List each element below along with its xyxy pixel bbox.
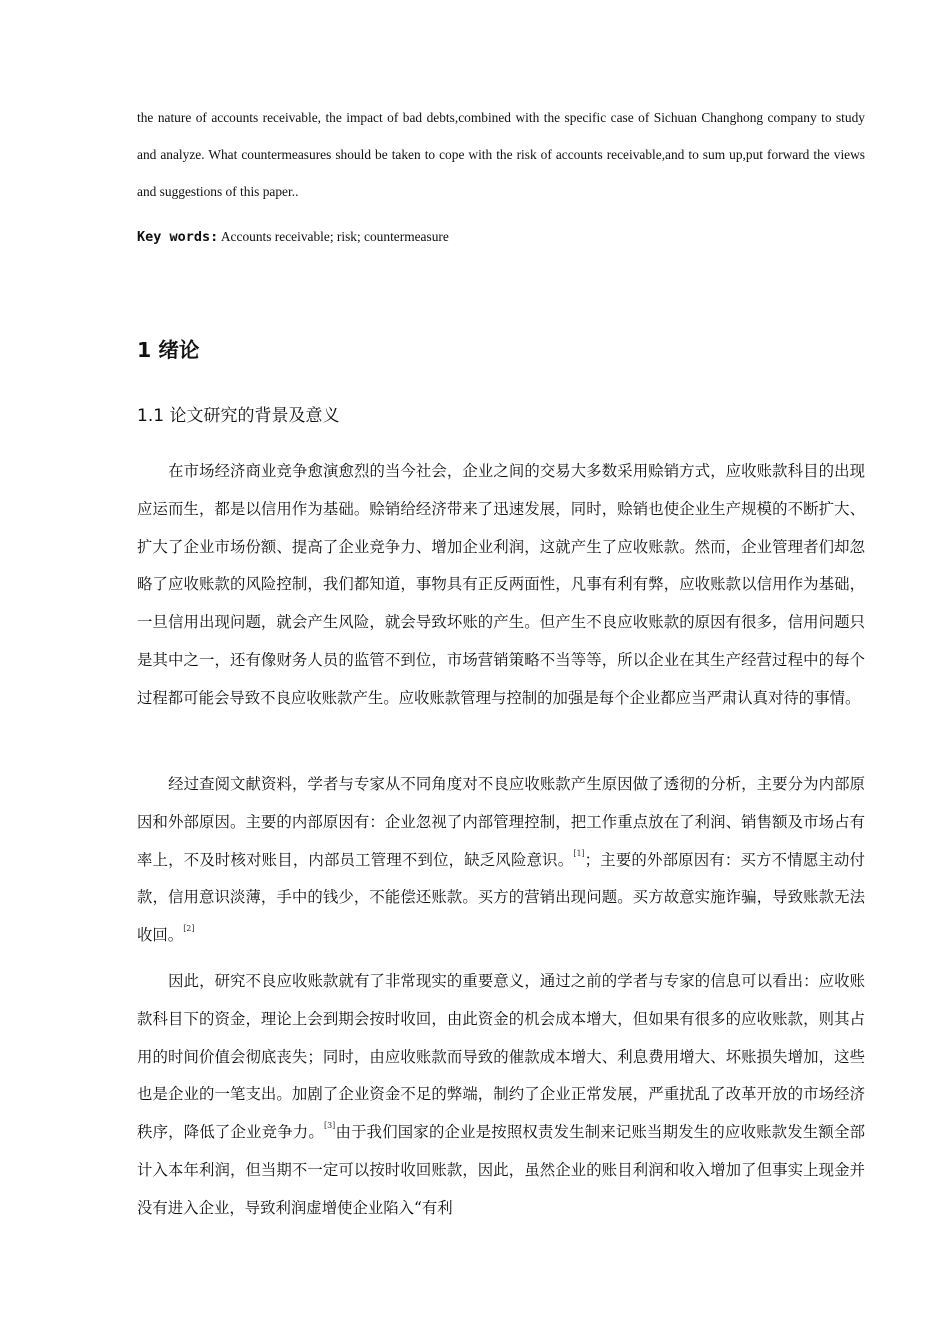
paragraph-background [137,453,865,718]
keywords-label: Key words: [137,229,219,245]
section-heading: 1.1 论文研究的背景及意义 [137,406,340,426]
citation-ref-3[interactable]: [3] [323,1121,336,1131]
keywords-value: Accounts receivable; risk; countermeasure [218,229,449,244]
chapter-heading: 1 绪论 [137,338,200,362]
paragraph-text: 在市场经济商业竞争愈演愈烈的当今社会，企业之间的交易大多数采用赊销方式，应收账款科目的出现应运而生，都是以信用作为基础。赊销给经济带来了迅速发展，同时，赊销也使企业生产规模的不断扩大、扩大了企业市场份额、提高了企业竞争力、增加企业利润，这就产生了应收账款。然而，企业管理者们却忽略了应收账款的风险控制，我们都知道，事物具有正反两面性，凡事有利有弊，应收账款以信用作为基础，一旦信用出现问题，就会产生风险，就会导致坏账的产生。但产生不良应收账款的原因有很多，信用问题只是其中之一，还有像财务人员的监管不到位，市场营销策略不当等等，所以企业在其生产经营过程中的每个过程都可能会导致不良应收账款产生。应收账款管理与控制的加强是每个企业都应当严肃认真对待的事情。 [137,462,865,707]
paragraph-text: 因此，研究不良应收账款就有了非常现实的重要意义，通过之前的学者与专家的信息可以看出：应收账款科目下的资金，理论上会到期会按时收回，由此资金的机会成本增大，但如果有很多的应收账款，则其占用的时间价值会彻底丧失；同时，由应收账款而导致的催款成本增大、利息费用增大、坏账损失增加，这些也是企业的一笔支出。加剧了企业资金不足的弊端，制约了企业正常发展，严重扰乱了改革开放的市场经济秩序，降低了企业竞争力。 [137,972,865,1142]
paragraph-text: 经过查阅文献资料，学者与专家从不同角度对不良应收账款产生原因做了透彻的分析，主要分为内部原因和外部原因。主要的内部原因有：企业忽视了内部管理控制，把工作重点放在了利润、销售额及市场占有率上，不及时核对账目，内部员工管理不到位，缺乏风险意识。 [137,775,865,869]
abstract-text: the nature of accounts receivable, the impact of bad debts,combined with the specific case of Sichuan Changhong company to study and analyze. What countermeasures should be taken to cope with the risk of accounts receivable,and to sum up,put forward the views and suggestions of this paper.. [137,110,865,199]
paragraph-text: ；主要的外部原因有：买方不情愿主动付款，信用意识淡薄，手中的钱少，不能偿还账款。买方的营销出现问题。买方故意实施诈骗，导致账款无法收回。 [137,850,865,945]
citation-ref-2[interactable]: [2] [183,924,195,934]
paragraph-causes [137,766,865,955]
keywords-line [137,222,865,252]
paragraph-significance [137,963,865,1228]
citation-ref-1[interactable]: [1] [573,848,585,858]
paragraph-text: 由于我们国家的企业是按照权责发生制来记账当期发生的应收账款发生额全部计入本年利润，但当期不一定可以按时收回账款，因此，虽然企业的账目利润和收入增加了但事实上现金并没有进入企业，导致利润虚增使企业陷入“有利 [137,1123,865,1217]
